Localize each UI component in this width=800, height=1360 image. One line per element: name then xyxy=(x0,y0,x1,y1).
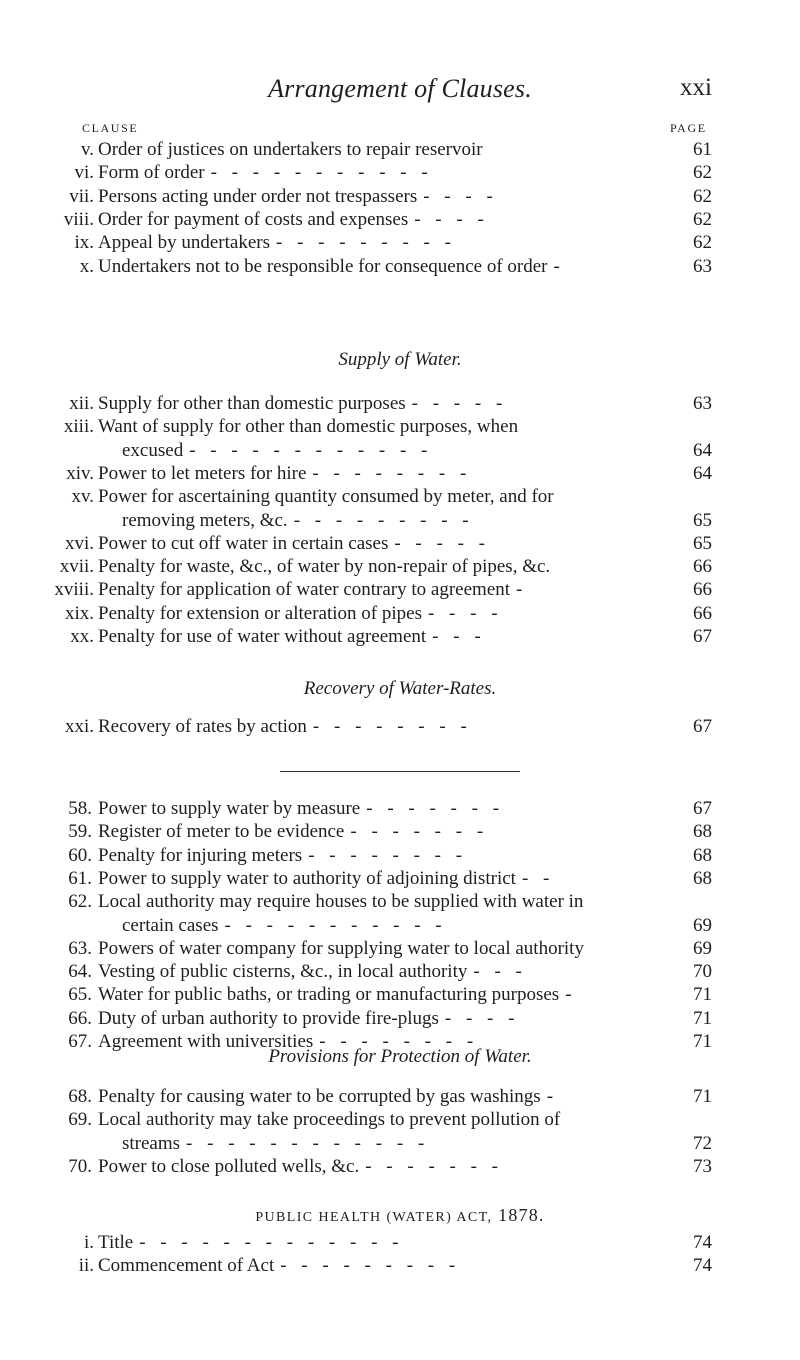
clause-number: 61. xyxy=(68,867,92,889)
clause-text xyxy=(98,231,456,255)
page-column-label: PAGE xyxy=(670,121,707,135)
clause-text xyxy=(98,578,527,602)
leader-dots: - - - - - xyxy=(394,532,490,554)
clause-text xyxy=(98,960,527,984)
act-title-caps: PUBLIC HEALTH (WATER) ACT, xyxy=(255,1210,493,1225)
clause-text xyxy=(98,555,556,579)
page-ref: 71 xyxy=(693,1007,712,1029)
leader-dots: - - - - - - - xyxy=(366,798,505,819)
leader-dots: - - - xyxy=(432,626,486,647)
leader-dots: - - - - - - - - - xyxy=(293,509,474,531)
clause-title: Duty of urban authority to provide fire-plugs xyxy=(98,1007,439,1029)
clause-number: xiii. xyxy=(63,416,94,438)
leader-dots: - - - - - - - - - - - - xyxy=(189,439,433,461)
section-title-recovery: Recovery of Water-Rates. xyxy=(303,678,497,699)
clause-number: 69. xyxy=(68,1109,92,1131)
page-ref: 62 xyxy=(693,208,712,230)
clause-text xyxy=(98,1155,503,1179)
clause-number: 66. xyxy=(68,1007,92,1029)
clause-title: Penalty for application of water contrary to agreement xyxy=(98,579,511,601)
clause-title: Power to let meters for hire xyxy=(98,462,307,484)
clause-title: Agreement with universities xyxy=(98,1031,314,1052)
clause-number: vi. xyxy=(74,162,94,184)
clause-number: 59. xyxy=(68,821,92,843)
page-ref: 72 xyxy=(693,1132,712,1154)
clause-title: Order of justices on undertakers to repair reservoir xyxy=(98,139,483,160)
clause-text xyxy=(98,937,590,961)
leader-dots: - - xyxy=(521,867,555,889)
clause-number: 70. xyxy=(68,1155,92,1177)
clause-title: Appeal by undertakers xyxy=(98,232,270,254)
clause-title: Want of supply for other than domestic purposes, when xyxy=(98,416,519,438)
clause-text xyxy=(98,462,471,486)
clause-title: Water for public baths, or trading or manufacturing purposes xyxy=(98,984,560,1006)
clause-title: removing meters, &c. xyxy=(122,509,288,531)
clause-title: certain cases xyxy=(122,914,219,936)
leader-dots: - xyxy=(565,984,577,1006)
clause-title: Power to close polluted wells, &c. xyxy=(98,1155,360,1177)
clause-text xyxy=(98,844,467,868)
clause-text xyxy=(122,1132,429,1156)
leader-dots: - - - - - - - - xyxy=(319,1031,479,1052)
page-ref: 66 xyxy=(693,556,712,578)
leader-dots xyxy=(560,1109,566,1130)
page-ref: 73 xyxy=(693,1155,712,1177)
page-ref: 65 xyxy=(693,532,712,554)
clause-text xyxy=(98,532,490,556)
clause-title: Power to supply water by measure xyxy=(98,798,361,819)
leader-dots: - - - - - xyxy=(411,393,508,414)
leader-dots: - - - - - - - - xyxy=(308,844,468,866)
clause-column-label: CLAUSE xyxy=(82,121,139,135)
page-ref: 68 xyxy=(693,867,712,889)
clause-number: 58. xyxy=(68,798,92,819)
clause-text xyxy=(98,161,433,185)
clause-title: Title xyxy=(98,1232,134,1253)
clause-title: Penalty for causing water to be corrupted by gas washings xyxy=(98,1086,541,1107)
clause-title: Local authority may take proceedings to prevent pollution of xyxy=(98,1109,561,1131)
leader-dots: - - - - - - - - xyxy=(312,462,472,484)
leader-dots: - xyxy=(516,579,528,601)
clause-title: Form of order xyxy=(98,162,205,184)
page-ref: 71 xyxy=(693,1086,712,1107)
page-ref: 69 xyxy=(693,937,712,959)
page-ref: 69 xyxy=(693,914,712,936)
page-ref: 62 xyxy=(693,232,712,254)
clause-text xyxy=(98,820,488,844)
leader-dots: - - - - xyxy=(414,208,489,230)
page-ref: 74 xyxy=(693,1232,712,1253)
clause-text xyxy=(98,602,503,626)
clause-number: xix. xyxy=(64,602,94,624)
section-title-provisions: Provisions for Protection of Water. xyxy=(268,1046,532,1067)
clause-title: Power to cut off water in certain cases xyxy=(98,532,389,554)
clause-text xyxy=(98,797,504,821)
clause-text xyxy=(98,625,486,649)
clause-number: viii. xyxy=(63,208,94,230)
clause-number: 67. xyxy=(68,1031,92,1052)
clause-text xyxy=(122,914,447,938)
clause-title: Vesting of public cisterns, &c., in local authority xyxy=(98,961,468,983)
leader-dots: - - - - - - - - - - - - - xyxy=(139,1232,404,1253)
clause-text xyxy=(122,439,432,463)
page-ref: 64 xyxy=(693,462,712,484)
leader-dots: - - - xyxy=(473,961,527,983)
clause-text xyxy=(98,185,498,209)
clause-text xyxy=(98,1254,460,1278)
leader-dots xyxy=(554,486,560,507)
leader-dots xyxy=(483,139,489,160)
clause-number: xiv. xyxy=(66,462,94,484)
clause-title: excused xyxy=(122,439,184,461)
page-ref: 62 xyxy=(693,162,712,184)
clause-number: 65. xyxy=(68,984,92,1006)
clause-number: 64. xyxy=(68,961,92,983)
leader-dots xyxy=(550,556,556,577)
clause-number: 60. xyxy=(68,844,92,866)
leader-dots xyxy=(518,416,524,437)
page-ref: 62 xyxy=(693,185,712,207)
clause-text xyxy=(98,208,489,232)
page-ref: 68 xyxy=(693,821,712,843)
clause-number: x. xyxy=(79,255,94,277)
clause-number: xviii. xyxy=(54,579,94,601)
page-ref: 71 xyxy=(693,984,712,1006)
leader-dots xyxy=(584,938,590,959)
clause-text xyxy=(98,890,589,914)
leader-dots xyxy=(583,891,589,912)
page-ref: 65 xyxy=(693,509,712,531)
leader-dots: - xyxy=(553,255,565,277)
clause-title: Penalty for injuring meters xyxy=(98,844,303,866)
clause-title: Power for ascertaining quantity consumed by meter, and for xyxy=(98,486,554,508)
clause-number: xv. xyxy=(71,486,94,508)
clause-number: ii. xyxy=(78,1255,94,1277)
clause-text xyxy=(98,255,565,279)
page-number: xxi xyxy=(680,74,712,101)
leader-dots: - - - - - - - xyxy=(365,1155,504,1177)
page-ref: 64 xyxy=(693,439,712,461)
page-ref: 68 xyxy=(693,844,712,866)
clause-number: vii. xyxy=(69,185,94,207)
clause-number: xii. xyxy=(69,393,94,414)
page-ref: 71 xyxy=(693,1031,712,1052)
clause-title: Register of meter to be evidence xyxy=(98,821,345,843)
clause-number: xxi. xyxy=(64,716,94,737)
clause-title: Local authority may require houses to be supplied with water in xyxy=(98,891,584,913)
clause-title: Penalty for extension or alteration of pipes xyxy=(98,602,422,624)
clause-text xyxy=(98,415,524,439)
clause-text xyxy=(98,392,507,416)
leader-dots: - - - - - - - - - - - - xyxy=(186,1132,430,1154)
act-title-year: 1878. xyxy=(498,1205,545,1225)
clause-title: Penalty for waste, &c., of water by non-repair of pipes, &c. xyxy=(98,556,551,578)
clause-title: Powers of water company for supplying water to local authority xyxy=(98,937,584,959)
clause-title: Commencement of Act xyxy=(98,1255,275,1277)
leader-dots: - - - - xyxy=(423,185,498,207)
clause-text xyxy=(98,485,560,509)
clause-number: 62. xyxy=(68,891,92,913)
leader-dots: - - - - - - - xyxy=(350,821,489,843)
act-title xyxy=(0,1205,800,1226)
clause-number: 63. xyxy=(68,937,92,959)
running-title: Arrangement of Clauses. xyxy=(268,74,532,103)
page-ref: 67 xyxy=(693,626,712,647)
clause-title: Order for payment of costs and expenses xyxy=(98,208,409,230)
clause-text xyxy=(98,1085,558,1109)
page-ref: 74 xyxy=(693,1255,712,1277)
leader-dots: - - - - - - - - - - - xyxy=(210,162,433,184)
clause-text xyxy=(98,138,489,162)
clause-text xyxy=(98,1231,403,1255)
clause-title: Recovery of rates by action xyxy=(98,716,307,737)
clause-number: xx. xyxy=(70,626,94,647)
leader-dots: - xyxy=(546,1086,559,1107)
clause-number: ix. xyxy=(74,232,94,254)
leader-dots: - - - - - - - - xyxy=(312,716,472,737)
clause-text xyxy=(122,509,474,533)
page-ref: 63 xyxy=(693,255,712,277)
clause-text xyxy=(98,1007,519,1031)
clause-title: streams xyxy=(122,1132,181,1154)
clause-number: 68. xyxy=(68,1086,92,1107)
clause-number: xvii. xyxy=(59,556,94,578)
page-ref: 66 xyxy=(693,602,712,624)
page-ref: 70 xyxy=(693,961,712,983)
clause-title: Undertakers not to be responsible for consequence of order xyxy=(98,255,548,277)
page-ref: 67 xyxy=(693,716,712,737)
leader-dots: - - - - xyxy=(427,602,503,624)
clause-text xyxy=(98,983,577,1007)
clause-title: Power to supply water to authority of adjoining district xyxy=(98,867,516,889)
section-divider xyxy=(280,771,520,772)
clause-title: Supply for other than domestic purposes xyxy=(98,393,406,414)
page-ref: 61 xyxy=(693,139,712,160)
leader-dots: - - - - - - - - - xyxy=(276,232,456,254)
clause-title: Penalty for use of water without agreement xyxy=(98,626,427,647)
leader-dots: - - - - - - - - - xyxy=(280,1255,461,1277)
clause-number: i. xyxy=(83,1232,94,1253)
clause-text xyxy=(98,715,472,739)
clause-title: Persons acting under order not trespassers xyxy=(98,185,418,207)
leader-dots: - - - - xyxy=(444,1007,520,1029)
clause-number: v. xyxy=(80,139,94,160)
page-ref: 67 xyxy=(693,798,712,819)
page-ref: 63 xyxy=(693,393,712,414)
page-ref: 66 xyxy=(693,579,712,601)
clause-text xyxy=(98,1108,566,1132)
section-title-supply: Supply of Water. xyxy=(338,349,462,370)
clause-text xyxy=(98,867,554,891)
leader-dots: - - - - - - - - - - - xyxy=(224,914,447,936)
clause-number: xvi. xyxy=(64,532,94,554)
